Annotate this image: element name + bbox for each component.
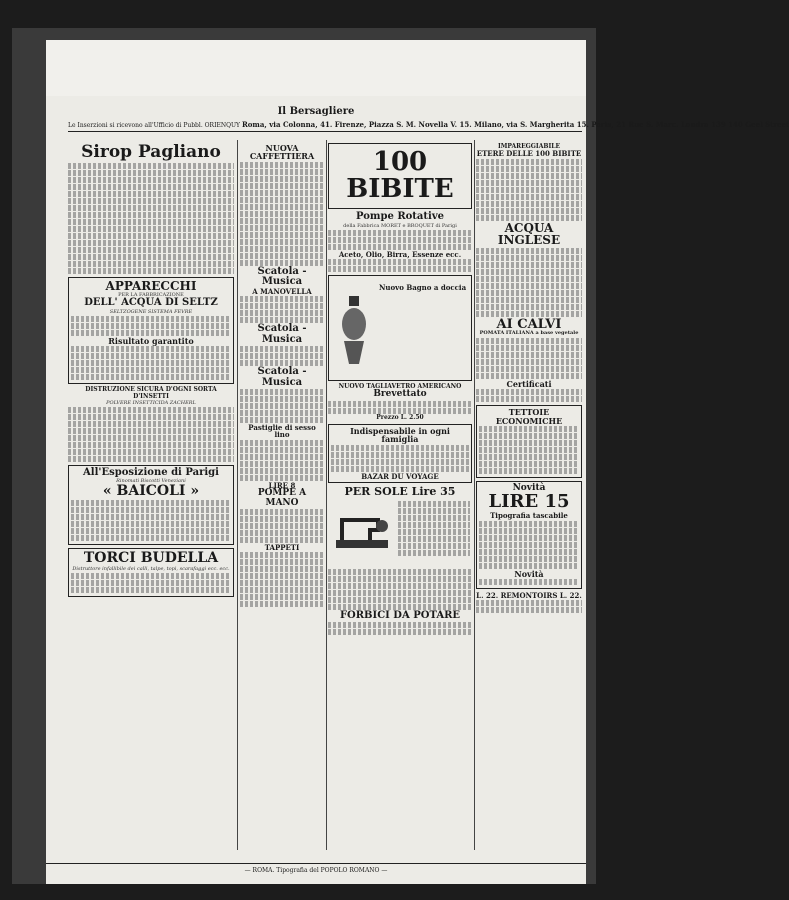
column-rule (326, 140, 327, 850)
pompe-rotative: Pompe Rotative (355, 211, 444, 222)
forbici: FORBICI DA POTARE (339, 609, 461, 621)
apparecchi-ad (68, 277, 234, 384)
bagno-ad (328, 275, 472, 381)
lire-8: LIRE 8 (268, 480, 296, 490)
scatola-1: Scatola - Musica (257, 265, 307, 288)
rinomati: Rinomati Biscotti Veneziani (116, 478, 186, 485)
tettoie-ad (476, 405, 582, 478)
info-left: Le Inserzioni si ricevono all'Ufficio di Pubbl. ORIENQUY (68, 122, 241, 129)
column-3 (328, 140, 472, 850)
brevettato: Brevettato (373, 389, 427, 400)
pompe-sub: della Fabbrica MORET e BROQUET di Parigi (343, 222, 457, 229)
indispensabile: Indispensabile in ogni famiglia (350, 425, 450, 445)
bazar: BAZAR DU VOYAGE (361, 471, 439, 481)
tagliavetro: NUOVO TAGLIAVETRO AMERICANO (338, 382, 462, 390)
certificati: Certificati (506, 378, 552, 389)
sewing-machine (332, 512, 392, 552)
bottom-edge (0, 884, 600, 900)
lire-15: LIRE 15 (488, 491, 570, 513)
top-margin (46, 40, 586, 96)
olio-line: Aceto, Olio, Birra, Essenze ecc. (338, 249, 462, 259)
scatola-2: Scatola - Musica (257, 323, 307, 345)
newspaper-page (46, 96, 789, 886)
torci-ad (68, 548, 234, 597)
pompe-a-mano: POMPE A MANO (257, 488, 307, 508)
esposizione: All'Esposizione di Parigi (83, 466, 219, 478)
column-rule (237, 140, 238, 850)
novita-2: Novità (514, 568, 544, 579)
tappeti: TAPPETI (264, 543, 300, 553)
remontoirs: L. 22. REMONTOIRS L. 22. (476, 590, 582, 600)
sirop-title: Sirop Pagliano (81, 142, 221, 162)
pastiglie: Pastiglie di sesso lino (248, 423, 316, 440)
column-rule (474, 140, 475, 850)
ai-calvi: AI CALVI (496, 316, 562, 332)
column-2 (240, 140, 324, 850)
baicoli-ad (68, 465, 234, 545)
bibite-title: 100 BIBITE (346, 146, 454, 204)
manovella: A MANOVELLA (252, 286, 312, 296)
seltz-sub: SELTZOGENE SISTEMA FEVRE (109, 308, 193, 315)
pomata: POMATA ITALIANA a base vegetale (479, 330, 579, 337)
prezzo: Prezzo L. 2.50 (376, 413, 424, 421)
info-line (68, 120, 789, 132)
risultato: Risultato garantito (108, 335, 194, 346)
tipografia: Tipografia tascabile (490, 511, 568, 521)
page-title: Il Bersagliere (277, 106, 355, 117)
acqua-inglese: ACQUA INGLESE (497, 220, 561, 248)
apparecchi-sub: PER LA FABBRICAZIONE (118, 292, 184, 299)
indispensabile-ad (328, 424, 472, 483)
etere: ETERE DELLE 100 BIBITE (476, 149, 582, 159)
lire15-ad (476, 481, 582, 589)
per-sole: PER SOLE Lire 35 (344, 485, 456, 498)
scatola-3: Scatola - Musica (257, 366, 307, 388)
impareggiabile: IMPAREGGIABILE (497, 143, 561, 150)
novita-1: Novità (512, 482, 546, 493)
column-4 (476, 140, 582, 850)
torci-sub: Distruttore infallibile dei calli, talpe, topi, scarafaggi ecc. ecc. (72, 565, 230, 572)
nuova-caffettiera: NUOVA CAFFETTIERA (249, 143, 315, 162)
info-right: Roma, via Colonna, 41. Firenze, Piazza S. M. Novella V. 15. Milano, via S. Margherita 15. Paris, 21 Rue S. Marc. Londra 139 140 Geel Street (241, 120, 789, 129)
bagno-title: Nuovo Bagno a doccia (379, 282, 467, 292)
baicoli: « BAICOLI » (102, 483, 200, 500)
torci-title: TORCI BUDELLA (83, 550, 219, 567)
bibite-ad (328, 143, 472, 209)
tettoie: TETTOIE ECONOMICHE (495, 407, 563, 426)
seltz-title: DELL' ACQUA DI SELTZ (84, 297, 218, 309)
machine-area (328, 498, 472, 568)
footer: — ROMA. Tipografia del POPOLO ROMANO — (46, 863, 586, 874)
column-1 (68, 140, 234, 850)
distruzione: DISTRUZIONE SICURA D'OGNI SORTA D'INSETTI (85, 386, 217, 400)
polvere: POLVERE INSETTICIDA ZACHERL (106, 399, 196, 406)
apparecchi-title: APPARECCHI (105, 278, 197, 293)
bagno-illustration (339, 296, 369, 366)
